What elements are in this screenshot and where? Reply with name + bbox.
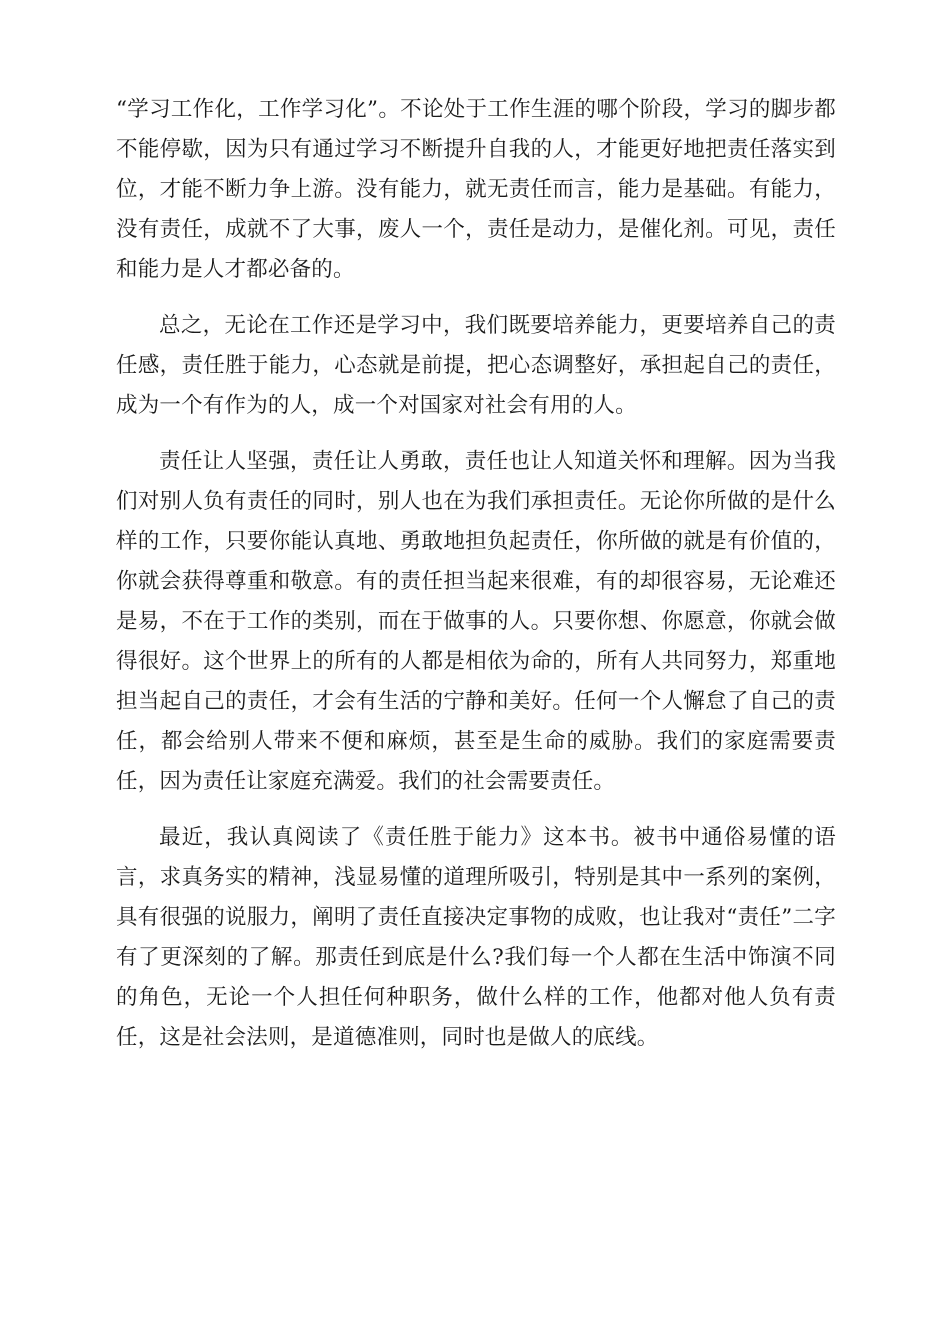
paragraph-summary: 总之，无论在工作还是学习中，我们既要培养能力，更要培养自己的责任感，责任胜于能力，心态就是前提，把心态调整好，承担起自己的责任，成为一个有作为的人，成一个对国家对社会有用的人。 [116,313,836,418]
paragraph-continuation: “学习工作化，工作学习化”。不论处于工作生涯的哪个阶段，学习的脚步都不能停歇，因为只有通过学习不断提升自我的人，才能更好地把责任落实到位，才能不断力争上游。没有能力，就无责任而言，能力是基础。有能力，没有责任，成就不了大事，废人一个，责任是动力，是催化剂。可见，责任和能力是人才都必备的。 [116,97,836,282]
paragraph-responsibility: 责任让人坚强，责任让人勇敢，责任也让人知道关怀和理解。因为当我们对别人负有责任的同时，别人也在为我们承担责任。无论你所做的是什么样的工作，只要你能认真地、勇敢地担负起责任，你所做的就是有价值的，你就会获得尊重和敬意。有的责任担当起来很难，有的却很容易，无论难还是易，不在于工作的类别，而在于做事的人。只要你想、你愿意，你就会做得很好。这个世界上的所有的人都是相依为命的，所有人共同努力，郑重地担当起自己的责任，才会有生活的宁静和美好。任何一个人懈怠了自己的责任，都会给别人带来不便和麻烦，甚至是生命的威胁。我们的家庭需要责任，因为责任让家庭充满爱。我们的社会需要责任。 [116,449,836,794]
document-page [116,90,836,1058]
paragraph-book-reading: 最近，我认真阅读了《责任胜于能力》这本书。被书中通俗易懂的语言，求真务实的精神，浅显易懂的道理所吸引，特别是其中一系列的案例，具有很强的说服力，阐明了责任直接决定事物的成败，也让我对“责任”二字有了更深刻的了解。那责任到底是什么?我们每一个人都在生活中饰演不同的角色，无论一个人担任何种职务，做什么样的工作，他都对他人负有责任，这是社会法则，是道德准则，同时也是做人的底线。 [116,825,836,1050]
